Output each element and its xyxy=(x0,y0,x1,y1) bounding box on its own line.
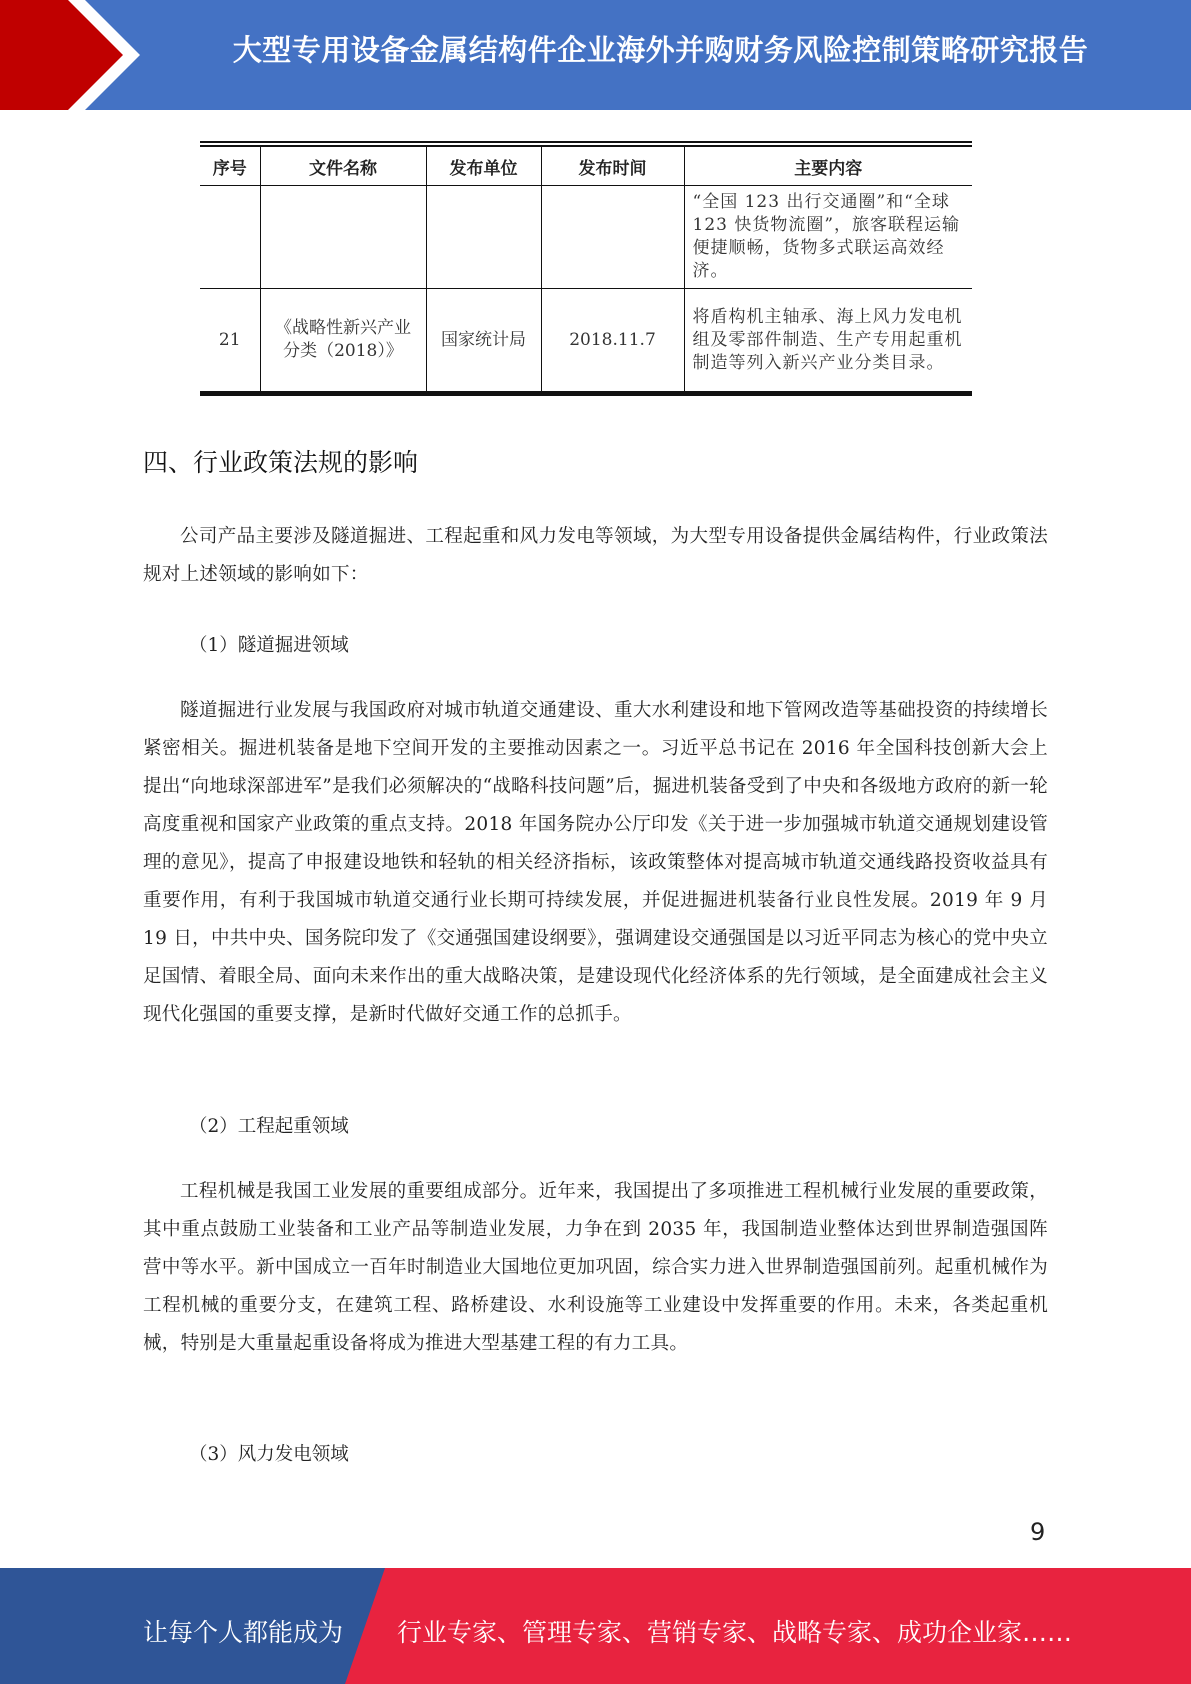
cell-content: 将盾构机主轴承、海上风力发电机组及零部件制造、生产专用起重机制造等列入新兴产业分类目录。 xyxy=(684,289,972,394)
header-title: 大型专用设备金属结构件企业海外并购财务风险控制策略研究报告 xyxy=(232,33,1089,67)
subheading-wind: （3）风力发电领域 xyxy=(189,1444,349,1465)
intro-paragraph: 公司产品主要涉及隧道掘进、工程起重和风力发电等领域，为大型专用设备提供金属结构件，行业政策法规对上述领域的影响如下： xyxy=(143,526,1048,585)
footer-slogan-right: 行业专家、管理专家、营销专家、战略专家、成功企业家…… xyxy=(397,1618,1073,1647)
page-header xyxy=(0,0,1191,110)
cell-name xyxy=(260,186,426,289)
col-header-name: 文件名称 xyxy=(260,144,426,186)
col-header-date: 发布时间 xyxy=(541,144,684,186)
col-header-no: 序号 xyxy=(200,144,260,186)
table-row xyxy=(200,289,972,394)
section-heading: 四、行业政策法规的影响 xyxy=(143,448,419,477)
footer-slogan-left: 让每个人都能成为 xyxy=(143,1618,344,1647)
page-number: 9 xyxy=(1030,1518,1046,1546)
table-row xyxy=(200,186,972,289)
cell-no xyxy=(200,186,260,289)
cell-no: 21 xyxy=(218,329,241,350)
header-arrow-icon xyxy=(0,0,150,110)
cell-date: 2018.11.7 xyxy=(541,289,684,394)
page-footer xyxy=(0,1568,1191,1684)
cell-date xyxy=(541,186,684,289)
subheading-tunnel: （1）隧道掘进领域 xyxy=(189,635,349,656)
cell-name: 《战略性新兴产业分类（2018）》 xyxy=(260,289,426,394)
cell-issuer: 国家统计局 xyxy=(426,289,541,394)
paragraph-tunnel: 隧道掘进行业发展与我国政府对城市轨道交通建设、重大水利建设和地下管网改造等基础投资的持续增长紧密相关。掘进机装备是地下空间开发的主要推动因素之一。习近平总书记在 2016 年全国科技创新大会上提出“向地球深部进军”是我们必须解决的“战略科技问题”后，掘进机装备受到了中央和各级地方政府的新一轮高度重视和国家产业政策的重点支持。2018 年国务院办公厅印发《关于进一步加强城市轨道交通规划建设管理的意见》，提高了申报建设地铁和轻轨的相关经济指标，该政策整体对提高城市轨道交通线路投资收益具有重要作用，有利于我国城市轨道交通行业长期可持续发展，并促进掘进机装备行业良性发展。2019 年 9 月 19 日，中共中央、国务院印发了《交通强国建设纲要》，强调建设交通强国是以习近平同志为核心的党中央立足国情、着眼全局、面向未来作出的重大战略决策，是建设现代化经济体系的先行领域，是全面建成社会主义现代化强国的重要支撑，是新时代做好交通工作的总抓手。 xyxy=(143,700,1048,1025)
subheading-lifting: （2）工程起重领域 xyxy=(189,1116,349,1137)
col-header-issuer: 发布单位 xyxy=(426,144,541,186)
table-header-row xyxy=(200,144,972,186)
col-header-content: 主要内容 xyxy=(684,144,972,186)
cell-content: “全国 123 出行交通圈”和“全球 123 快货物流圈”，旅客联程运输便捷顺畅，货物多式联运高效经济。 xyxy=(684,186,972,289)
policy-table xyxy=(200,141,972,396)
cell-issuer xyxy=(426,186,541,289)
paragraph-lifting: 工程机械是我国工业发展的重要组成部分。近年来，我国提出了多项推进工程机械行业发展的重要政策，其中重点鼓励工业装备和工业产品等制造业发展，力争在到 2035 年，我国制造业整体达到世界制造强国阵营中等水平。新中国成立一百年时制造业大国地位更加巩固，综合实力进入世界制造强国前列。起重机械作为工程机械的重要分支，在建筑工程、路桥建设、水利设施等工业建设中发挥重要的作用。未来，各类起重机械，特别是大重量起重设备将成为推进大型基建工程的有力工具。 xyxy=(143,1181,1048,1354)
